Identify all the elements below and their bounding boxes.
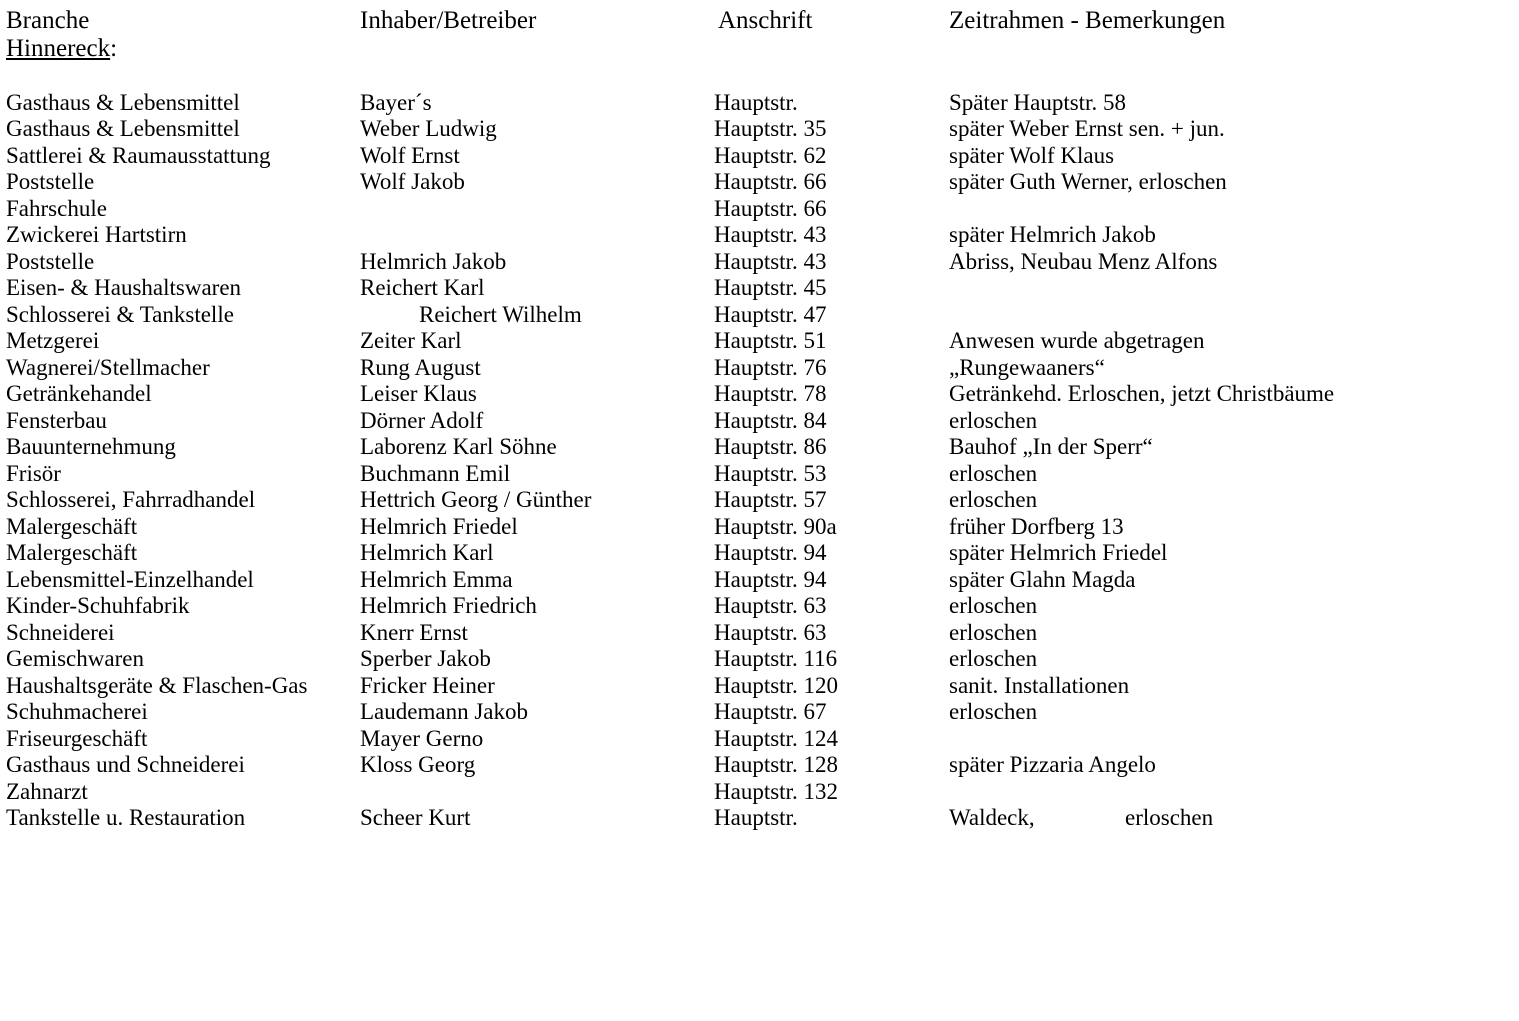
cell-inhaber: Laudemann Jakob <box>360 699 528 724</box>
cell-bemerkung: später Glahn Magda <box>949 566 1136 592</box>
cell-anschrift: Hauptstr. <box>714 89 798 115</box>
cell-bemerkung: später Helmrich Friedel <box>949 540 1168 565</box>
cell-anschrift: Hauptstr. 90a <box>714 513 837 539</box>
cell-anschrift: Hauptstr. 47 <box>714 301 827 327</box>
cell-bemerkung-extra: erloschen <box>1125 805 1214 830</box>
cell-bemerkung: erloschen <box>949 487 1038 512</box>
table-row <box>6 302 1506 329</box>
cell-branche: Fahrschule <box>6 195 107 221</box>
table-row <box>6 90 1506 117</box>
cell-inhaber: Wolf Ernst <box>360 142 460 168</box>
cell-branche: Metzgerei <box>6 328 100 353</box>
cell-inhaber: Helmrich Friedrich <box>360 593 537 618</box>
cell-bemerkung: erloschen <box>949 646 1038 671</box>
cell-anschrift: Hauptstr. 43 <box>714 222 827 247</box>
cell-anschrift: Hauptstr. 62 <box>714 142 827 168</box>
cell-anschrift: Hauptstr. 66 <box>714 169 827 194</box>
cell-inhaber: Knerr Ernst <box>360 619 468 645</box>
cell-inhaber: Fricker Heiner <box>360 672 495 698</box>
section-suffix: : <box>110 34 118 62</box>
cell-inhaber: Bayer´s <box>360 89 432 115</box>
table-row <box>6 275 1506 302</box>
cell-bemerkung: später Wolf Klaus <box>949 142 1115 168</box>
cell-anschrift: Hauptstr. 116 <box>714 646 838 671</box>
cell-branche: Poststelle <box>6 169 95 194</box>
cell-inhaber: Helmrich Karl <box>360 540 494 565</box>
table-row <box>6 752 1506 779</box>
table-row <box>6 699 1506 726</box>
cell-inhaber: Kloss Georg <box>360 752 476 777</box>
cell-inhaber: Buchmann Emil <box>360 460 511 486</box>
table-row <box>6 620 1506 647</box>
cell-branche: Haushaltsgeräte & Flaschen-Gas <box>6 672 308 698</box>
table-row <box>6 540 1506 567</box>
cell-bemerkung: Waldeck, <box>949 805 1035 830</box>
cell-branche: Schneiderei <box>6 619 115 645</box>
table-row <box>6 249 1506 276</box>
spacer <box>6 63 1506 90</box>
cell-bemerkung: Getränkehd. Erloschen, jetzt Christbäume <box>949 381 1335 406</box>
cell-inhaber: Sperber Jakob <box>360 646 491 671</box>
cell-bemerkung: früher Dorfberg 13 <box>949 513 1124 539</box>
cell-anschrift: Hauptstr. 43 <box>714 248 827 274</box>
table-row <box>6 434 1506 461</box>
cell-anschrift: Hauptstr. 120 <box>714 672 838 698</box>
cell-inhaber: Rung August <box>360 354 481 380</box>
cell-branche: Gasthaus & Lebensmittel <box>6 89 240 115</box>
cell-branche: Lebensmittel-Einzelhandel <box>6 566 254 592</box>
table-row <box>6 514 1506 541</box>
cell-branche: Schlosserei, Fahrradhandel <box>6 487 256 512</box>
cell-branche: Tankstelle u. Restauration <box>6 805 246 830</box>
cell-bemerkung: erloschen <box>949 699 1038 724</box>
cell-branche: Schlosserei & Tankstelle <box>6 301 234 327</box>
table-row <box>6 169 1506 196</box>
cell-branche: Zwickerei Hartstirn <box>6 222 187 247</box>
cell-anschrift: Hauptstr. 66 <box>714 195 827 221</box>
cell-anschrift: Hauptstr. 124 <box>714 725 838 751</box>
table-row <box>6 116 1506 143</box>
cell-branche: Gasthaus & Lebensmittel <box>6 116 240 141</box>
table-row <box>6 673 1506 700</box>
cell-bemerkung: erloschen <box>949 407 1038 433</box>
cell-anschrift: Hauptstr. 86 <box>714 434 827 459</box>
cell-branche: Fensterbau <box>6 407 107 433</box>
table-row <box>6 328 1506 355</box>
table-row <box>6 779 1506 806</box>
cell-bemerkung: sanit. Installationen <box>949 672 1130 698</box>
cell-anschrift: Hauptstr. 63 <box>714 619 827 645</box>
table-row <box>6 461 1506 488</box>
cell-bemerkung: Bauhof „In der Sperr“ <box>949 434 1153 459</box>
cell-branche: Gemischwaren <box>6 646 144 671</box>
cell-branche: Malergeschäft <box>6 513 138 539</box>
cell-bemerkung: erloschen <box>949 460 1038 486</box>
cell-anschrift: Hauptstr. 45 <box>714 275 827 300</box>
table-row <box>6 487 1506 514</box>
table-row <box>6 805 1506 832</box>
cell-anschrift: Hauptstr. 76 <box>714 354 827 380</box>
cell-bemerkung: „Rungewaaners“ <box>949 354 1105 380</box>
table-header <box>6 8 1506 35</box>
cell-branche: Kinder-Schuhfabrik <box>6 593 190 618</box>
section-heading <box>6 35 1506 63</box>
cell-anschrift: Hauptstr. 94 <box>714 540 827 565</box>
cell-anschrift: Hauptstr. 63 <box>714 593 827 618</box>
cell-anschrift: Hauptstr. 128 <box>714 752 838 777</box>
cell-anschrift: Hauptstr. 84 <box>714 407 827 433</box>
cell-inhaber: Laborenz Karl Söhne <box>360 434 557 459</box>
table-row <box>6 381 1506 408</box>
cell-anschrift: Hauptstr. 78 <box>714 381 827 406</box>
cell-anschrift: Hauptstr. 94 <box>714 566 827 592</box>
header-inhaber: Inhaber/Betreiber <box>360 7 537 34</box>
cell-bemerkung: erloschen <box>949 593 1038 618</box>
cell-anschrift: Hauptstr. 57 <box>714 487 827 512</box>
cell-anschrift: Hauptstr. 35 <box>714 116 827 141</box>
table-row <box>6 408 1506 435</box>
table-row <box>6 593 1506 620</box>
cell-bemerkung: erloschen <box>949 619 1038 645</box>
cell-anschrift: Hauptstr. 51 <box>714 328 827 353</box>
cell-anschrift: Hauptstr. 132 <box>714 778 838 804</box>
cell-bemerkung: Anwesen wurde abgetragen <box>949 328 1205 353</box>
cell-branche: Gasthaus und Schneiderei <box>6 752 245 777</box>
header-branche: Branche <box>6 7 90 34</box>
table-body <box>6 90 1506 832</box>
cell-bemerkung: später Weber Ernst sen. + jun. <box>949 116 1225 141</box>
cell-bemerkung: Später Hauptstr. 58 <box>949 89 1126 115</box>
table-row <box>6 355 1506 382</box>
cell-inhaber: Scheer Kurt <box>360 805 471 830</box>
header-anschrift: Anschrift <box>718 7 813 34</box>
table-row <box>6 646 1506 673</box>
cell-branche: Eisen- & Haushaltswaren <box>6 275 242 300</box>
cell-inhaber: Leiser Klaus <box>360 381 477 406</box>
cell-inhaber: Helmrich Emma <box>360 566 513 592</box>
cell-bemerkung: später Helmrich Jakob <box>949 222 1156 247</box>
table-row <box>6 143 1506 170</box>
cell-inhaber: Hettrich Georg / Günther <box>360 487 592 512</box>
cell-inhaber: Reichert Wilhelm <box>419 301 582 327</box>
cell-branche: Sattlerei & Raumausstattung <box>6 142 271 168</box>
cell-inhaber: Helmrich Jakob <box>360 248 507 274</box>
cell-inhaber: Weber Ludwig <box>360 116 497 141</box>
cell-branche: Schuhmacherei <box>6 699 148 724</box>
cell-branche: Bauunternehmung <box>6 434 176 459</box>
cell-anschrift: Hauptstr. 53 <box>714 460 827 486</box>
cell-inhaber: Dörner Adolf <box>360 407 484 433</box>
cell-branche: Friseurgeschäft <box>6 725 148 751</box>
cell-branche: Malergeschäft <box>6 540 138 565</box>
cell-branche: Frisör <box>6 460 61 486</box>
cell-anschrift: Hauptstr. <box>714 805 798 830</box>
cell-inhaber: Mayer Gerno <box>360 725 484 751</box>
header-bemerkungen: Zeitrahmen - Bemerkungen <box>949 7 1226 34</box>
cell-bemerkung: Abriss, Neubau Menz Alfons <box>949 248 1218 274</box>
table-row <box>6 196 1506 223</box>
cell-inhaber: Zeiter Karl <box>360 328 462 353</box>
cell-branche: Zahnarzt <box>6 778 88 804</box>
cell-branche: Wagnerei/Stellmacher <box>6 354 210 380</box>
section-name: Hinnereck <box>6 34 111 62</box>
table-row <box>6 222 1506 249</box>
cell-inhaber: Helmrich Friedel <box>360 513 518 539</box>
cell-branche: Poststelle <box>6 248 95 274</box>
cell-inhaber: Wolf Jakob <box>360 169 465 194</box>
cell-branche: Getränkehandel <box>6 381 152 406</box>
cell-anschrift: Hauptstr. 67 <box>714 699 827 724</box>
cell-inhaber: Reichert Karl <box>360 275 485 300</box>
cell-bemerkung: später Guth Werner, erloschen <box>949 169 1227 194</box>
table-row <box>6 726 1506 753</box>
cell-bemerkung: später Pizzaria Angelo <box>949 752 1156 777</box>
table-row <box>6 567 1506 594</box>
document-page <box>6 8 1506 832</box>
